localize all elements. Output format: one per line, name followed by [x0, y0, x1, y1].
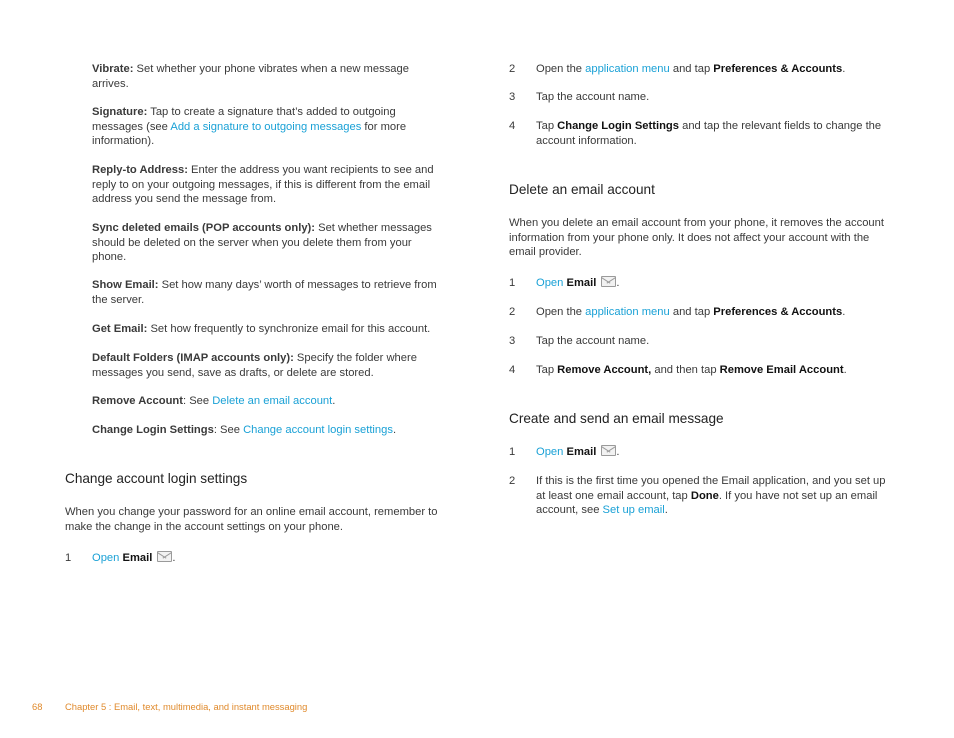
heading-create-send: Create and send an email message — [509, 411, 724, 426]
step-number: 2 — [509, 475, 516, 487]
delete-step-2 — [509, 305, 929, 321]
option-desc: for more information). — [92, 120, 407, 148]
text: and tap the relevant fields to change the account information. — [536, 120, 882, 147]
option-remove-account — [92, 394, 442, 409]
delete-step-4 — [509, 363, 929, 379]
bold-text: Done — [690, 489, 719, 502]
option-desc: Set how frequently to synchronize email for this account. — [147, 323, 431, 335]
change-step-1 — [65, 551, 445, 567]
punct: . — [616, 277, 620, 289]
step-text — [536, 363, 931, 378]
step-text — [536, 276, 619, 291]
option-desc: Set whether messages should be deleted on the server when you delete them from your phone. — [92, 222, 432, 264]
option-term: Get Email: — [92, 323, 148, 335]
step-number: 3 — [509, 91, 516, 103]
step-text — [536, 62, 931, 77]
option-term: Signature: — [92, 106, 148, 118]
bold-text: Remove Account, — [557, 364, 652, 376]
step-number: 1 — [509, 277, 516, 289]
option-term: Reply-to Address: — [92, 164, 188, 176]
text: . If you have not set up an email account, see — [536, 489, 878, 517]
bold-text: Remove Email Account — [719, 364, 844, 376]
text: and then tap — [651, 364, 720, 376]
text: Tap — [536, 120, 558, 132]
link-open[interactable]: Open — [536, 277, 564, 289]
punct: . — [843, 364, 847, 376]
step-number: 2 — [509, 306, 516, 318]
punct: . — [616, 446, 620, 458]
option-change-login — [92, 423, 442, 438]
step-text — [536, 474, 891, 518]
change-step-4 — [509, 119, 929, 151]
delete-step-3 — [509, 334, 929, 350]
link-open[interactable]: Open — [536, 446, 564, 458]
heading-change-login: Change account login settings — [65, 471, 248, 486]
punct: . — [664, 504, 668, 517]
text: and tap — [669, 306, 714, 318]
option-desc: . — [332, 395, 336, 407]
bold-text: Change Login Settings — [557, 120, 679, 132]
option-get-email — [92, 322, 452, 337]
link-set-up-email[interactable]: Set up email — [602, 504, 665, 517]
option-signature — [92, 105, 442, 149]
step-number: 3 — [509, 335, 516, 347]
punct: . — [172, 552, 176, 564]
step-text — [536, 445, 619, 460]
option-sync-deleted — [92, 221, 442, 265]
heading-delete-account: Delete an email account — [509, 182, 655, 197]
option-desc: : See — [182, 395, 213, 407]
step-text: Tap the account name. — [536, 335, 650, 347]
intro-change-login: When you change your password for an online email account, remember to make the change in the account settings on your phone. — [65, 506, 438, 533]
text: If this is the first time you opened the Email application, and you set up at least one email account, tap — [536, 475, 886, 502]
intro-delete-account: When you delete an email account from your phone, it removes the account information from your phone only. It does not affect your account with the email provider. — [509, 217, 884, 259]
punct: . — [842, 306, 846, 318]
text: Tap — [536, 364, 558, 376]
app-name: Email — [122, 552, 153, 564]
text: Open the — [536, 306, 586, 318]
option-term: Default Folders (IMAP accounts only): — [92, 352, 294, 364]
step-text — [92, 551, 175, 566]
step-text — [536, 119, 891, 148]
option-desc: Set whether your phone vibrates when a new message arrives. — [92, 63, 409, 90]
option-desc: Enter the address you want recipients to see and reply to on your outgoing messages, if this is different from the email address you send the message from. — [92, 164, 434, 206]
option-desc: Set how many days’ worth of messages to retrieve from the server. — [92, 279, 437, 306]
link-change-login-settings[interactable]: Change account login settings — [243, 424, 393, 436]
option-desc: Tap to create a signature that’s added to outgoing messages (see — [92, 106, 396, 133]
option-desc: . — [392, 424, 397, 436]
option-term: Change Login Settings — [92, 424, 214, 436]
step-text: Tap the account name. — [536, 91, 650, 103]
link-add-signature[interactable]: Add a signature to outgoing messages — [170, 120, 362, 133]
envelope-icon — [157, 551, 172, 562]
option-desc: : See — [213, 424, 244, 436]
envelope-icon — [601, 276, 616, 287]
option-term: Show Email: — [92, 279, 159, 291]
link-application-menu[interactable]: application menu — [585, 63, 670, 75]
bold-text: Preferences & Accounts — [713, 306, 843, 318]
step-number: 4 — [509, 364, 516, 376]
step-number: 1 — [65, 552, 72, 564]
step-number: 1 — [509, 446, 516, 458]
app-name: Email — [566, 277, 597, 289]
delete-step-1 — [509, 276, 929, 292]
step-number: 4 — [509, 120, 516, 132]
chapter-footer: Chapter 5 : Email, text, multimedia, and instant messaging — [65, 701, 308, 712]
option-vibrate — [92, 62, 442, 91]
change-step-3 — [509, 90, 929, 106]
link-open[interactable]: Open — [92, 552, 120, 564]
option-term: Sync deleted emails (POP accounts only): — [92, 222, 315, 234]
option-reply-to — [92, 163, 442, 207]
text: and tap — [669, 63, 714, 75]
create-step-1 — [509, 445, 929, 461]
link-application-menu[interactable]: application menu — [585, 306, 670, 318]
text: Open the — [536, 63, 586, 75]
option-desc: Specify the folder where messages you send, save as drafts, or delete are stored. — [92, 352, 417, 379]
app-name: Email — [566, 446, 597, 458]
option-default-folders — [92, 351, 432, 380]
option-show-email — [92, 278, 447, 307]
change-step-2 — [509, 62, 929, 78]
punct: . — [842, 63, 846, 75]
create-step-2 — [509, 474, 929, 520]
option-term: Remove Account — [92, 395, 183, 407]
link-delete-email-account[interactable]: Delete an email account — [212, 395, 333, 407]
page-number: 68 — [32, 701, 43, 712]
bold-text: Preferences & Accounts — [713, 63, 843, 75]
step-number: 2 — [509, 63, 516, 75]
envelope-icon — [601, 445, 616, 456]
option-term: Vibrate: — [92, 63, 134, 75]
step-text — [536, 305, 931, 320]
